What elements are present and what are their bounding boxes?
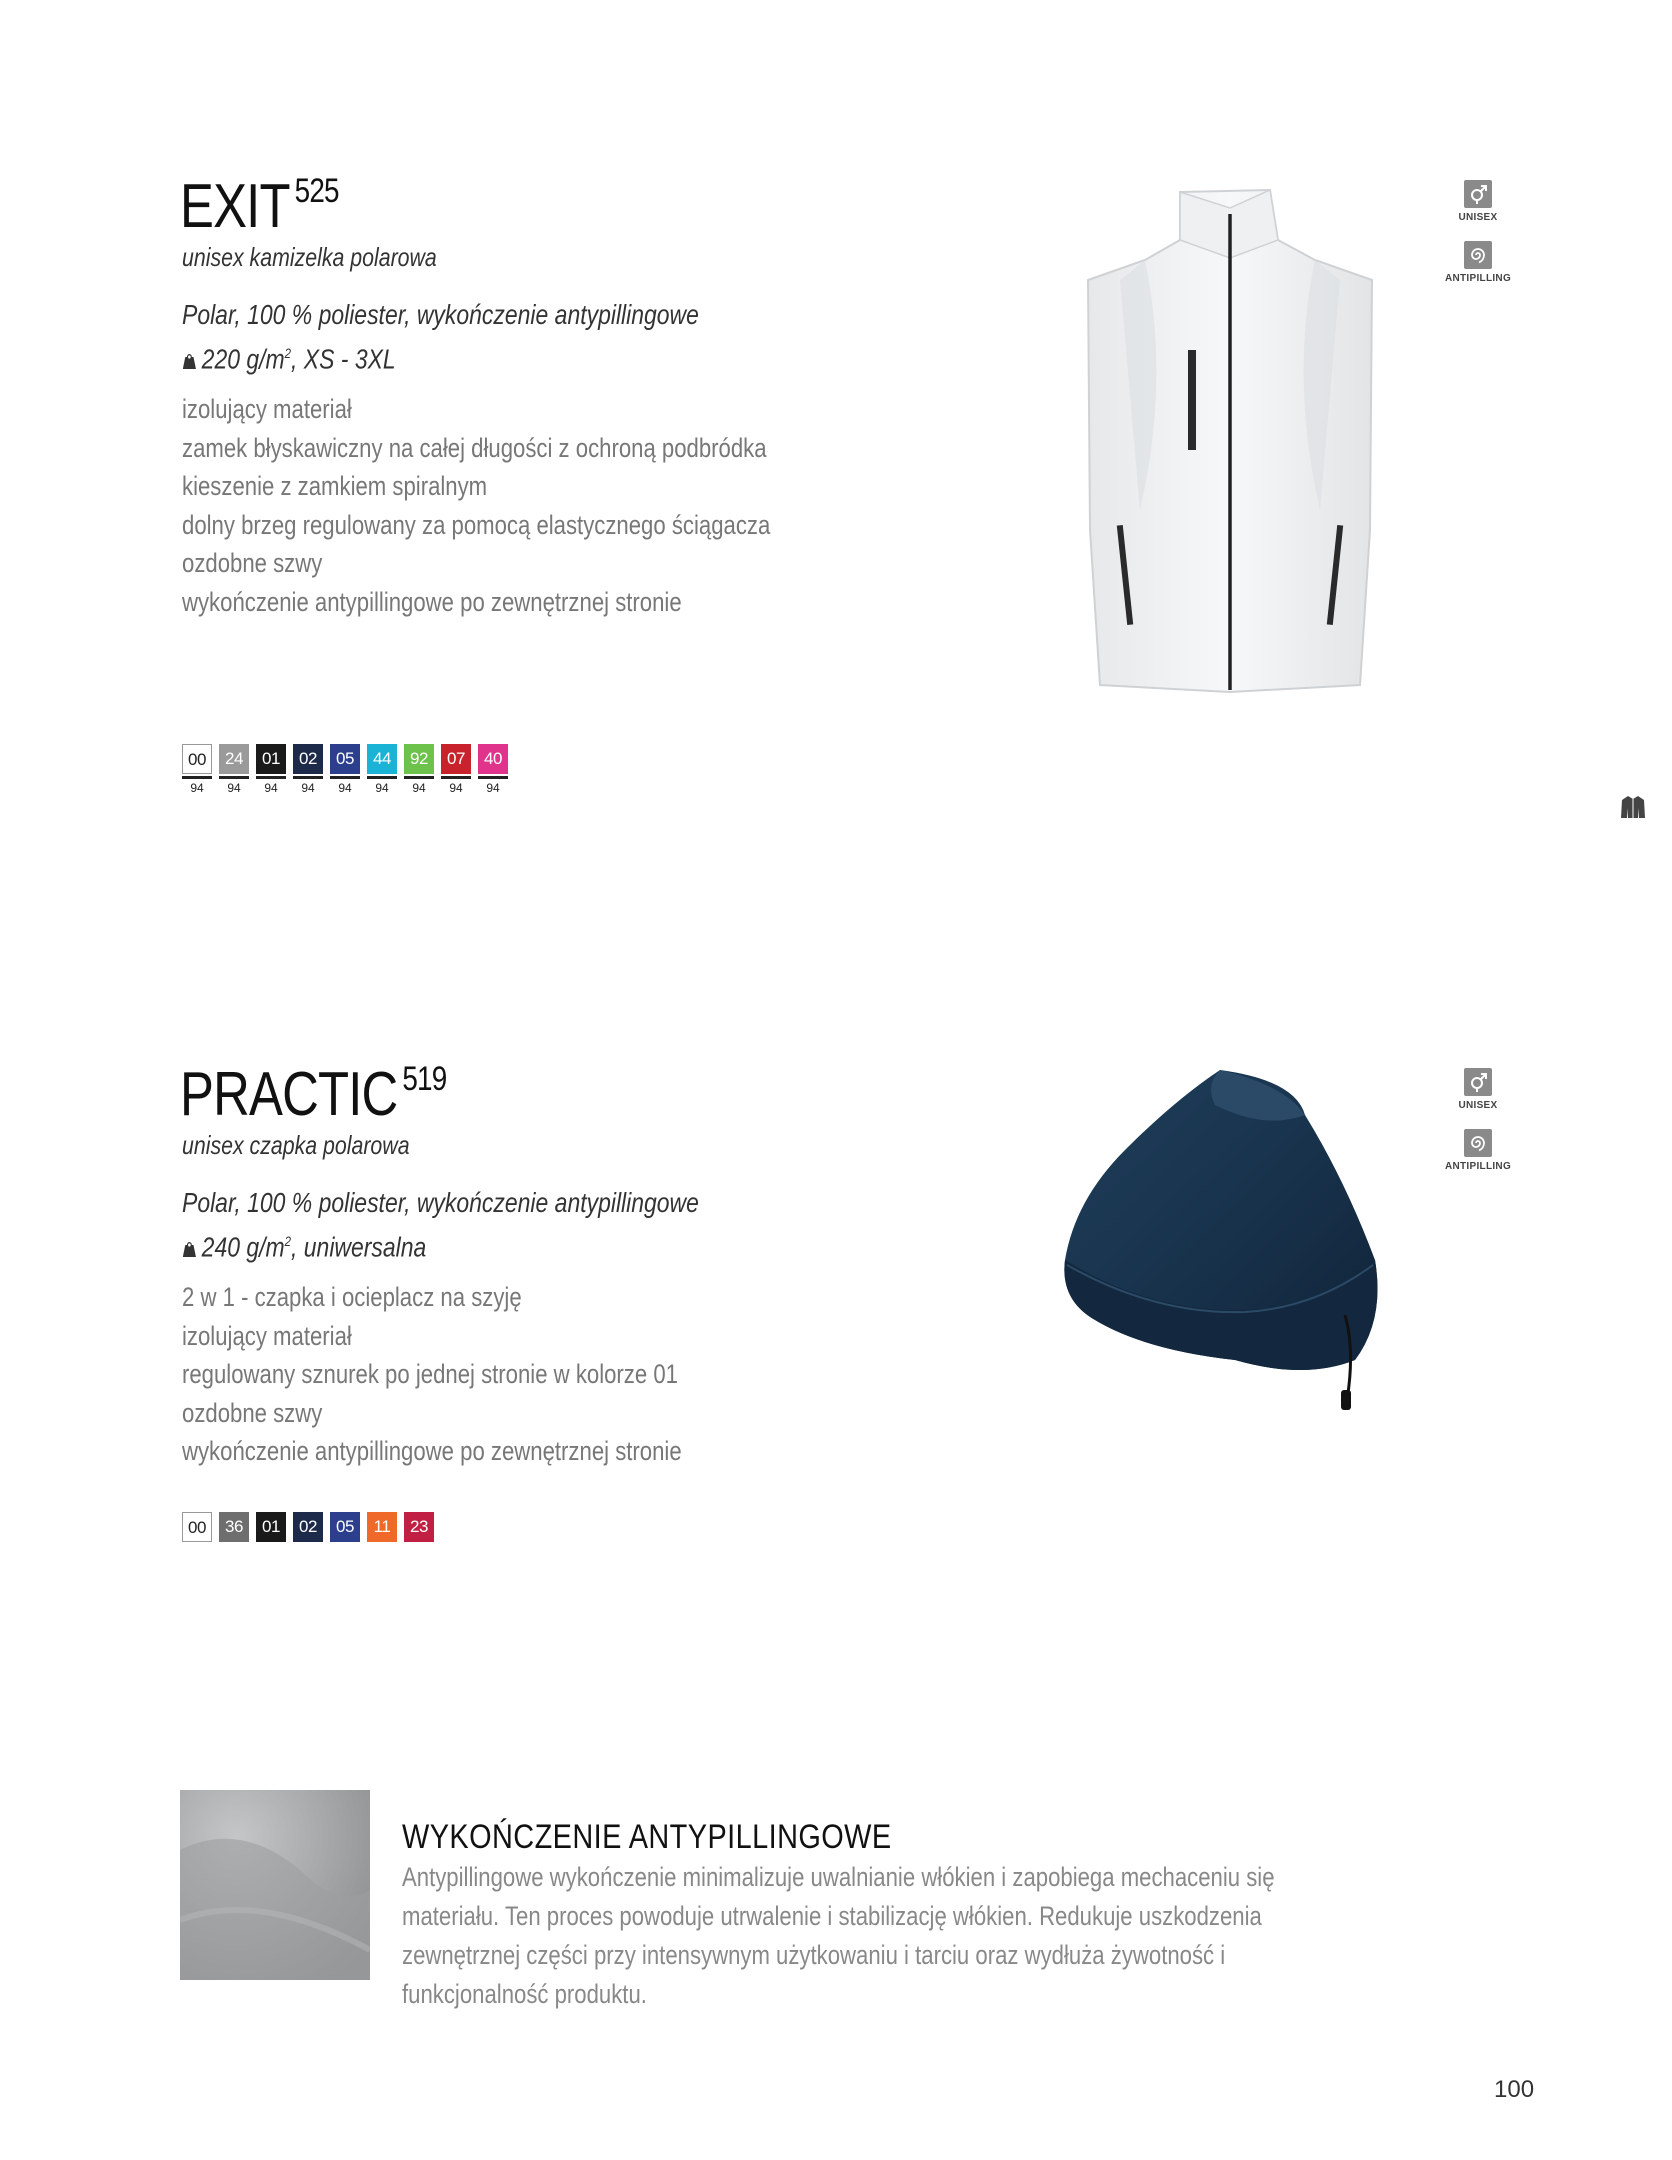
color-swatch[interactable]: 05 94 [330, 744, 360, 795]
color-swatch[interactable]: 02 94 [293, 744, 323, 795]
color-swatch[interactable]: 01 [256, 1512, 286, 1542]
feature-item: ozdobne szwy [182, 548, 323, 579]
feature-item: regulowany sznurek po jednej stronie w kolorze 01 [182, 1359, 678, 1390]
unisex-badge: UNISEX [1438, 1068, 1518, 1111]
product-weight-sizes: 220 $g/m^2$, XS - 3XL [182, 334, 396, 378]
color-swatches [182, 744, 508, 795]
feature-item: izolujący materiał [182, 1320, 352, 1351]
product-title: PRACTIC $^{519}$ [180, 1060, 447, 1129]
fleece-texture-image [180, 1790, 370, 1980]
feature-item: zamek błyskawiczny na całej długości z ochroną podbródka [182, 432, 767, 463]
product-subtitle: unisex kamizelka polarowa [182, 242, 437, 272]
unisex-icon [1464, 1068, 1492, 1096]
feature-item: wykończenie antypillingowe po zewnętrznej stronie [182, 586, 682, 617]
product-subtitle: unisex czapka polarowa [182, 1130, 410, 1160]
color-swatch[interactable]: 00 94 [182, 744, 212, 795]
antipilling-icon [1464, 241, 1492, 269]
info-text: Antypillingowe wykończenie minimalizuje uwalnianie włókien i zapobiega mechaceniu się materiału. Ten proces powoduje utrwalenie i stabilizację włókien. Redukuje uszkodzenia zewnętrznej części przy intensywnym użytkowaniu i tarciu oraz wydłuża żywotność i funkcjonalność produktu. [402, 1862, 1275, 2009]
antipilling-icon [1464, 1129, 1492, 1157]
feature-item: dolny brzeg regulowany za pomocą elastycznego ściągacza [182, 509, 771, 540]
feature-item: ozdobne szwy [182, 1397, 323, 1428]
color-swatch[interactable]: 02 [293, 1512, 323, 1542]
product-material: Polar, 100 % poliester, wykończenie antypillingowe [182, 299, 699, 330]
color-swatch[interactable]: 24 94 [219, 744, 249, 795]
product-image-vest [1080, 180, 1380, 700]
jacket-icon [1620, 794, 1646, 820]
color-swatch[interactable]: 07 94 [441, 744, 471, 795]
color-swatch[interactable]: 11 [367, 1512, 397, 1542]
antipilling-badge: ANTIPILLING [1438, 1129, 1518, 1172]
color-swatch[interactable]: 23 [404, 1512, 434, 1542]
color-swatch[interactable]: 05 [330, 1512, 360, 1542]
unisex-badge: UNISEX [1438, 180, 1518, 223]
unisex-icon [1464, 180, 1492, 208]
feature-list [182, 390, 770, 622]
feature-list [182, 1278, 682, 1471]
color-swatch[interactable]: 40 94 [478, 744, 508, 795]
weight-icon [182, 1241, 197, 1257]
color-swatches [182, 1512, 434, 1542]
product-material: Polar, 100 % poliester, wykończenie antypillingowe [182, 1187, 699, 1218]
color-swatch[interactable]: 92 94 [404, 744, 434, 795]
color-swatch[interactable]: 01 94 [256, 744, 286, 795]
feature-item: 2 w 1 - czapka i ocieplacz na szyję [182, 1282, 522, 1312]
info-title: WYKOŃCZENIE ANTYPILLINGOWE [402, 1818, 892, 1856]
weight-icon [182, 353, 197, 369]
feature-item: izolujący materiał [182, 394, 352, 424]
page-number: 100 [1494, 2076, 1535, 2103]
color-swatch[interactable]: 44 94 [367, 744, 397, 795]
product-weight-sizes: 240 $g/m^2$, uniwersalna [182, 1222, 426, 1266]
product-title: EXIT $^{525}$ [180, 172, 339, 241]
color-swatch[interactable]: 00 [182, 1512, 212, 1542]
color-swatch[interactable]: 36 [219, 1512, 249, 1542]
product-image-hat [1055, 1060, 1385, 1420]
feature-item: kieszenie z zamkiem spiralnym [182, 471, 488, 502]
antipilling-badge: ANTIPILLING [1438, 241, 1518, 284]
feature-item: wykończenie antypillingowe po zewnętrznej stronie [182, 1436, 682, 1467]
